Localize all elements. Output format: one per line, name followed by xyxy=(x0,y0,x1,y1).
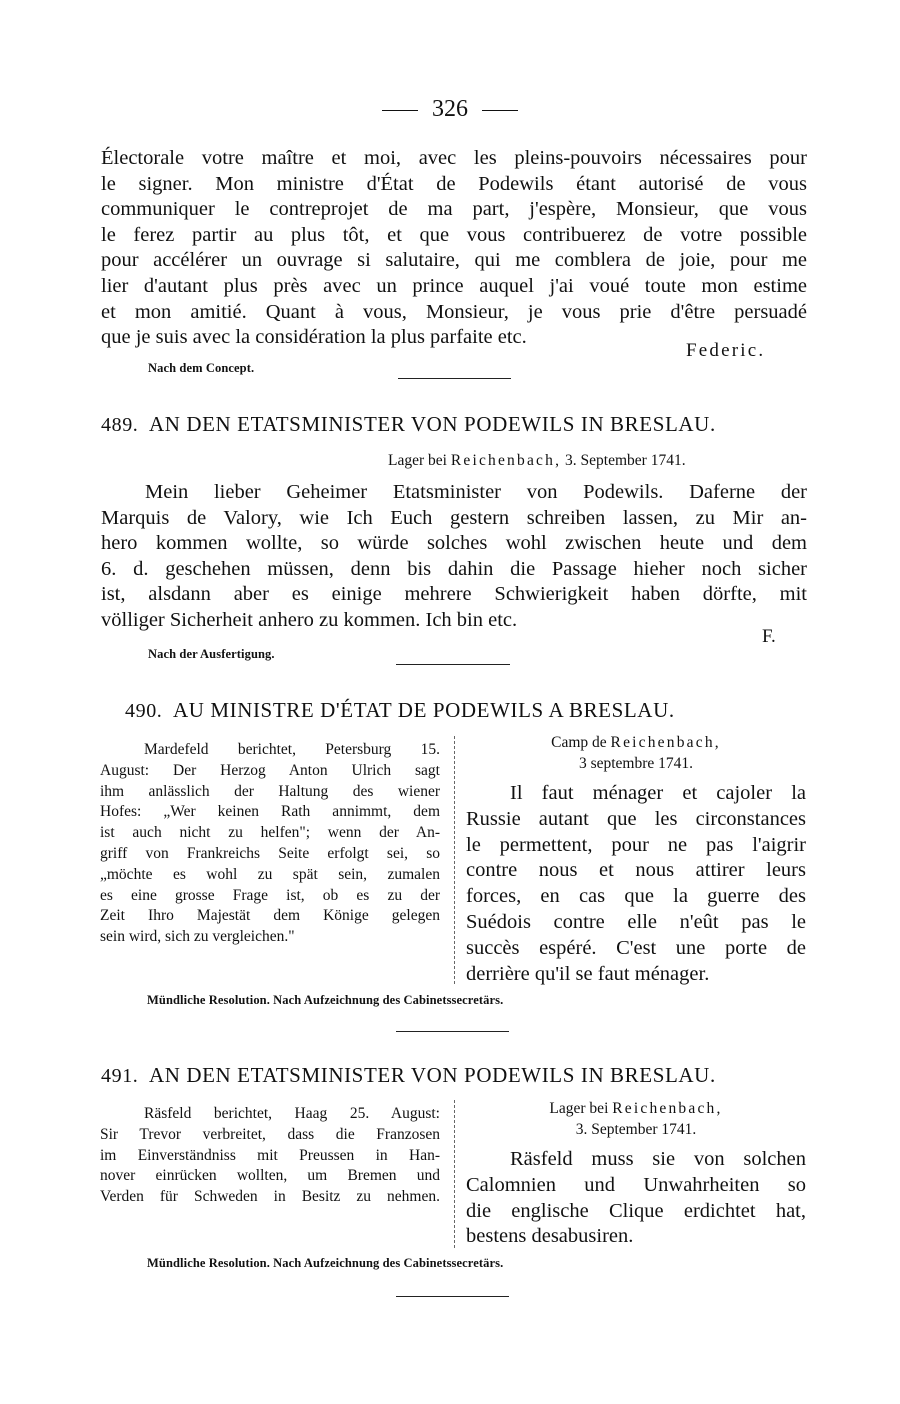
summary-line: nover einrücken wollten, um Bremen und xyxy=(100,1167,440,1185)
letter-490-resolution xyxy=(466,781,806,987)
letter-489-line: Marquis de Valory, wie Ich Euch gestern schreiben lassen, zu Mir an- xyxy=(101,506,807,529)
summary-line: sein wird, sich zu vergleichen." xyxy=(100,928,295,946)
summary-line: „möchte es wohl zu spät sein, zumalen xyxy=(100,865,440,883)
dateline-prefix: Lager bei xyxy=(388,452,447,469)
resolution-line: forces, en cas que la guerre des xyxy=(466,885,806,908)
summary-line: Zeit Ihro Majestät dem Könige gelegen xyxy=(100,907,440,925)
summary-line: Hofes: „Wer keinen Rath annimmt, dem xyxy=(100,803,440,821)
dateline-date: 3. September 1741. xyxy=(575,1121,697,1138)
letter-491-dateline xyxy=(466,1098,806,1140)
resolution-line: Calomnien und Unwahrheiten so xyxy=(466,1173,806,1196)
dateline-place-line xyxy=(466,1098,806,1119)
dateline-place-line xyxy=(466,732,806,753)
summary-line: Räsfeld berichtet, Haag 25. August: xyxy=(144,1105,440,1122)
letter-488-line: le ferez partir au plus tôt, et que vous contribuerez de votre possible xyxy=(101,223,807,246)
letter-488-line: le signer. Mon ministre d'État de Podewils étant autorisé de vous xyxy=(101,172,807,195)
letter-488-line: que je suis avec la considération la plus parfaite etc. xyxy=(101,326,527,349)
summary-line: Sir Trevor verbreitet, dass die Franzosen xyxy=(100,1125,440,1143)
page-number xyxy=(0,96,900,123)
summary-line: ist auch nicht zu helfen"; wenn der An- xyxy=(100,824,440,842)
letter-490-heading xyxy=(125,698,675,723)
letter-488-line: et mon amitié. Quant à vous, Monsieur, je vous prie d'être persuadé xyxy=(101,300,807,323)
divider-rule xyxy=(398,378,511,379)
dateline-place: Reichenbach, xyxy=(450,452,562,469)
letter-490-source: Mündliche Resolution. Nach Aufzeichnung des Cabinetssecretärs. xyxy=(147,993,504,1007)
divider-rule xyxy=(396,664,510,665)
summary-line: im Einverständniss mit Preussen in Han- xyxy=(100,1146,440,1164)
page-number-dash-right xyxy=(482,110,518,111)
resolution-line: Il faut ménager et cajoler la xyxy=(510,782,806,804)
letter-489-number: 489. xyxy=(101,414,139,436)
dateline-date: 3 septembre 1741. xyxy=(578,755,694,772)
letter-490-title: AU MINISTRE D'ÉTAT DE PODEWILS A BRESLAU. xyxy=(172,698,675,722)
letter-491-resolution xyxy=(466,1147,806,1250)
letter-488-source: Nach dem Concept. xyxy=(148,361,255,375)
summary-line: ihm anlässlich der Haltung des wiener xyxy=(100,782,440,800)
letter-489-line: ist, alsdann aber es einige mehrere Schwierigkeit haben dörfte, mit xyxy=(101,583,807,606)
resolution-line: bestens desabusiren. xyxy=(466,1225,634,1248)
resolution-line: derrière qu'il se faut ménager. xyxy=(466,962,710,985)
dateline-place: Reichenbach, xyxy=(610,734,721,751)
letter-488-line: lier d'autant plus près avec un prince auquel j'ai voué toute mon estime xyxy=(101,274,807,297)
dateline-date: 3. September 1741. xyxy=(565,452,686,469)
letter-488-line: communiquer le contreprojet de ma part, j'espère, Monsieur, que vous xyxy=(101,198,807,221)
letter-491-summary xyxy=(100,1104,440,1208)
letter-491-source: Mündliche Resolution. Nach Aufzeichnung des Cabinetssecretärs. xyxy=(147,1256,504,1270)
resolution-line: contre nous et nous attirer leurs xyxy=(466,859,806,882)
letter-488-body xyxy=(101,146,807,351)
letter-488-signature: Federic. xyxy=(686,340,766,361)
letter-489-heading xyxy=(101,412,716,437)
column-separator xyxy=(454,736,455,984)
summary-line: es eine grosse Frage ist, ob es zu der xyxy=(100,886,440,904)
divider-rule xyxy=(396,1296,509,1297)
resolution-line: Suédois contre elle n'eût pas le xyxy=(466,910,806,933)
summary-line: Mardefeld berichtet, Petersburg 15. xyxy=(144,741,440,758)
resolution-line: succès espéré. C'est une porte de xyxy=(466,936,806,959)
letter-491-heading xyxy=(101,1063,716,1088)
resolution-line: le permettent, pour ne pas l'aigrir xyxy=(466,833,806,856)
letter-489-line-text: Mein lieber Geheimer Etatsminister von Podewils. Daferne der xyxy=(145,481,807,503)
letter-489-line xyxy=(101,480,807,506)
column-separator xyxy=(454,1100,455,1248)
letter-489-line: hero kommen wollte, so würde solches wohl zwischen heute und dem xyxy=(101,532,807,555)
resolution-line: Räsfeld muss sie von solchen xyxy=(510,1148,806,1170)
letter-489-signature: F. xyxy=(762,626,776,647)
divider-rule xyxy=(396,1031,509,1032)
summary-line: griff von Frankreichs Seite erfolgt sei, so xyxy=(100,844,440,862)
letter-491-number: 491. xyxy=(101,1065,139,1087)
page-number-text: 326 xyxy=(432,96,468,122)
letter-489-dateline xyxy=(388,452,686,470)
letter-491-title: AN DEN ETATSMINISTER VON PODEWILS IN BRESLAU. xyxy=(148,1063,716,1087)
resolution-line: Russie autant que les circonstances xyxy=(466,807,806,830)
dateline-prefix: Camp de xyxy=(551,734,607,751)
letter-490-number: 490. xyxy=(125,700,163,722)
letter-488-line: pour accélérer un ouvrage si salutaire, qui me comblera de joie, pour me xyxy=(101,249,807,272)
dateline-place: Reichenbach, xyxy=(612,1100,723,1117)
letter-490-summary xyxy=(100,740,440,948)
page-number-dash-left xyxy=(382,110,418,111)
letter-489-line: völliger Sicherheit anhero zu kommen. Ich bin etc. xyxy=(101,608,518,631)
letter-489-source: Nach der Ausfertigung. xyxy=(148,647,275,661)
summary-line: August: Der Herzog Anton Ulrich sagt xyxy=(100,761,440,779)
resolution-line: die englische Clique erdichtet hat, xyxy=(466,1199,806,1222)
letter-489-title: AN DEN ETATSMINISTER VON PODEWILS IN BRESLAU. xyxy=(148,412,716,436)
dateline-prefix: Lager bei xyxy=(549,1100,609,1117)
letter-489-line: 6. d. geschehen müssen, denn bis dahin die Passage hieher noch sicher xyxy=(101,557,807,580)
letter-488-line: Électorale votre maître et moi, avec les pleins-pouvoirs nécessaires pour xyxy=(101,147,807,169)
summary-line: Verden für Schweden in Besitz zu nehmen. xyxy=(100,1188,440,1206)
letter-489-body xyxy=(101,480,807,634)
letter-490-dateline xyxy=(466,732,806,774)
